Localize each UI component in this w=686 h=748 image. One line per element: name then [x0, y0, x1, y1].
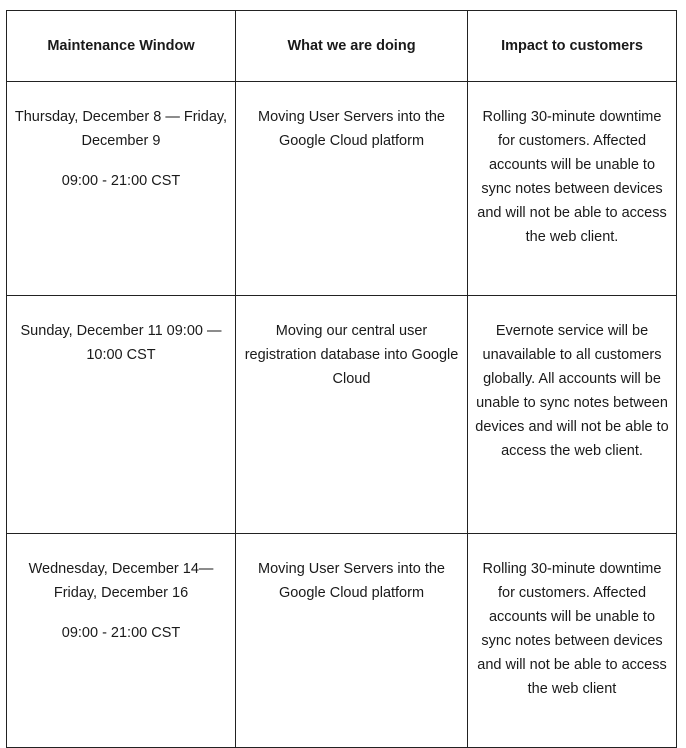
window-dates: Thursday, December 8 — Friday, December 9	[14, 109, 228, 149]
action-cell: Moving our central user registration database into Google Cloud	[236, 296, 468, 534]
column-header-maintenance-window: Maintenance Window	[7, 11, 236, 82]
column-header-impact: Impact to customers	[468, 11, 677, 82]
window-time: 09:00 - 21:00 CST	[61, 173, 181, 189]
impact-cell: Rolling 30-minute downtime for customers. Affected accounts will be unable to sync notes between devices and will not be able to access the web client	[468, 534, 677, 748]
maintenance-schedule-table	[6, 10, 677, 748]
table-header-row	[7, 11, 677, 82]
column-header-what-we-are-doing: What we are doing	[236, 11, 468, 82]
action-cell: Moving User Servers into the Google Cloud platform	[236, 534, 468, 748]
window-dates: Wednesday, December 14— Friday, December 16	[28, 561, 214, 601]
impact-cell: Evernote service will be unavailable to all customers globally. All accounts will be unable to sync notes between devices and will not be able to access the web client.	[468, 296, 677, 534]
table-row	[7, 534, 677, 748]
maintenance-window-cell	[7, 82, 236, 296]
maintenance-window-cell	[7, 534, 236, 748]
impact-cell: Rolling 30-minute downtime for customers. Affected accounts will be unable to sync notes between devices and will not be able to access the web client.	[468, 82, 677, 296]
action-cell: Moving User Servers into the Google Cloud platform	[236, 82, 468, 296]
window-dates: Sunday, December 11 09:00 — 10:00 CST	[20, 323, 222, 363]
window-time: 09:00 - 21:00 CST	[61, 625, 181, 641]
table-row	[7, 296, 677, 534]
maintenance-window-cell	[7, 296, 236, 534]
table-row	[7, 82, 677, 296]
